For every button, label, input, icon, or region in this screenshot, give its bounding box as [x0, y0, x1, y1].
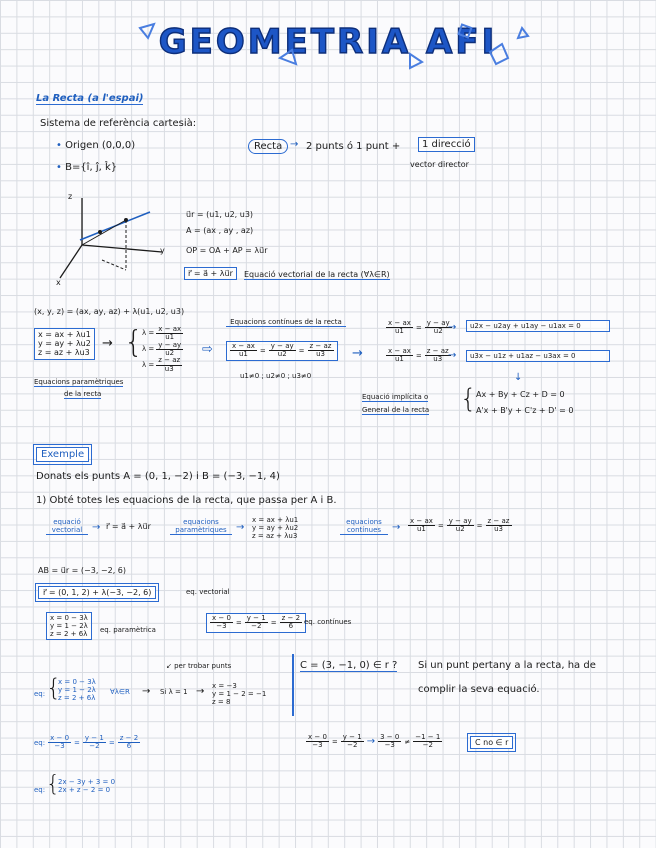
lambda-line: λ = $\frac{y - ay}{u2}$ [142, 340, 182, 358]
continuous-label: Equacions contínues de la recta [226, 318, 346, 327]
row-param-line: y = ay + λu2 [252, 524, 299, 533]
si-lambda: Si λ = 1 [160, 688, 188, 696]
c-text-1: Si un punt pertany a la recta, ha de [418, 660, 596, 671]
lambda-line: λ = $\frac{z - az}{u3}$ [142, 356, 181, 373]
implicit-eq-1: u2x − u2ay + u1ay − u1ax = 0 [466, 320, 610, 332]
param-eq-y: y = ay + λu2 [38, 339, 91, 349]
row-cont-label: equacions contínues [340, 518, 388, 535]
brace-icon: { [124, 325, 144, 360]
eq-implicit-list [58, 778, 115, 794]
c-check: $\frac{x - 0}{-3}$ = $\frac{y - 1}{-2}$ → $\frac{3 - 0}{-3}$ ≠ $\frac{-1 - 1}{-2}$ [308, 733, 441, 750]
general-eq-1: Ax + By + Cz + D = 0 [476, 390, 565, 399]
row-param-eqs [252, 516, 298, 540]
recta-definition: 2 punts ó 1 punt + [306, 141, 401, 152]
eq-param-line: z = 2 + 6λ [58, 694, 96, 703]
divider [292, 654, 294, 716]
u-vector: u⃗r = (u1, u2, u3) [186, 210, 254, 219]
param-result-line: y = 1 − 2λ [50, 622, 88, 631]
eq-param-line: y = 1 − 2λ [58, 686, 96, 695]
implies-icon: ⇨ [202, 342, 213, 357]
param-label-2: de la recta [64, 390, 102, 398]
find-point-text: ↙ per trobar punts [166, 662, 232, 670]
arrow-icon: → [366, 736, 376, 748]
origin-text: • Origen (0,0,0) [56, 140, 136, 151]
example-label: Exemple [36, 447, 89, 462]
si-result-line: z = 8 [212, 698, 231, 707]
implicit-pair-1: $\frac{x - ax}{u1}$ = $\frac{y - ay}{u2}$ [388, 319, 450, 336]
arrow-icon: → [392, 522, 401, 533]
down-arrow-icon: ↓ [514, 372, 523, 383]
eq-param-line: x = 0 − 3λ [58, 678, 96, 686]
eq-prefix: eq: [34, 786, 46, 794]
page-title: GEOMETRIA AFI [158, 22, 498, 62]
eq-prefix: eq: [34, 690, 46, 698]
deco-triangle [410, 54, 422, 68]
brace-icon: { [460, 384, 477, 414]
brace-icon: { [46, 772, 60, 797]
row-param-line: x = ax + λu1 [252, 516, 299, 524]
lambda-line: λ = $\frac{x - ax}{u1}$ [142, 325, 182, 342]
vector-result: r⃗ = (0, 1, 2) + λ(−3, −2, 6) [38, 586, 156, 599]
row-cont-eqs: $\frac{x - ax}{u1}$ = $\frac{y - ay}{u2}$ = $\frac{z - az}{u3}$ [410, 517, 510, 534]
param-result-box [46, 612, 92, 640]
vector-eq-label: Equació vectorial de la recta (∀λ∈R) [244, 270, 390, 279]
title-decoration [130, 14, 530, 70]
eq-implicit-line: 2x + z − 2 = 0 [58, 786, 111, 795]
brace-icon: { [46, 674, 62, 702]
base-text: • B={î, ĵ, k̂} [56, 162, 118, 173]
general-eq-2: A'x + B'y + C'z + D' = 0 [476, 406, 574, 415]
arrow-icon: → [142, 686, 151, 697]
x-axis [60, 245, 82, 278]
c-point-question: C = (3, −1, 0) ∈ r ? [300, 660, 398, 671]
a-point: A = (ax , ay , az) [186, 226, 254, 235]
row-vector-eq: r⃗ = a⃗ + λu⃗r [106, 522, 151, 531]
c-result: C no ∈ r [470, 736, 513, 749]
cont-result-label: eq. contínues [304, 618, 352, 626]
recta-label: Recta [248, 139, 288, 154]
cont-result-box: $\frac{x - 0}{-3}$ = $\frac{y - 1}{-2}$ = $\frac{z - 2}{6}$ [206, 613, 306, 633]
vector-result-label: eq. vectorial [186, 588, 230, 596]
forall-text: ∀λ∈R [110, 688, 130, 696]
projection-line [102, 260, 126, 270]
section-heading: La Recta (a l'espai) [36, 93, 144, 104]
param-result-line: z = 2 + 6λ [50, 630, 88, 639]
implicit-label-2: General de la recta [362, 406, 430, 414]
arrow-icon: → [92, 522, 101, 533]
si-results [212, 682, 266, 706]
si-result-line: y = 1 − 2 = −1 [212, 690, 267, 699]
curved-arrow-icon: ↙ [166, 662, 175, 670]
param-eqs-box [34, 328, 95, 360]
param-eq-x: x = ax + λu1 [38, 330, 91, 339]
lambda-list [142, 326, 183, 373]
c-text-2: complir la seva equació. [418, 684, 540, 695]
axis-z-label: z [68, 192, 73, 201]
row-vector-label: equació vectorial [46, 518, 88, 535]
param-label: Equacions paramètriques [34, 378, 124, 386]
deco-square [459, 25, 472, 38]
arrow-icon: → [448, 322, 457, 333]
axis-x-label: x [56, 278, 61, 287]
direction-box: 1 direcció [418, 137, 475, 152]
arrow-icon: → [236, 522, 245, 533]
y-axis [82, 245, 162, 252]
implicit-pair-2: $\frac{x - ax}{u1}$ = $\frac{z - az}{u3}$ [388, 347, 449, 364]
eq-implicit-line: 2x − 3y + 3 = 0 [58, 778, 116, 786]
row-param-line: z = az + λu3 [252, 532, 298, 541]
row-param-label: equacions paramètriques [170, 518, 232, 535]
task-text: 1) Obté totes les equacions de la recta, que passa per A i B. [36, 495, 337, 506]
vector-eq-box: r⃗ = a⃗ + λu⃗r [184, 267, 237, 280]
vector-op [82, 220, 126, 245]
vector-director-label: vector director [410, 160, 469, 169]
implicit-eq-2: u3x − u1z + u1az − u3ax = 0 [466, 350, 610, 362]
continuous-box: $\frac{x - ax}{u1}$ = $\frac{y - ay}{u2}$ = $\frac{z - az}{u3}$ [226, 341, 338, 361]
param-result-line: x = 0 − 3λ [50, 614, 88, 622]
deco-shape [490, 44, 508, 64]
point-a [98, 230, 102, 234]
system-text: Sistema de referència cartesià: [40, 118, 197, 129]
eq-param-list [58, 678, 96, 702]
param-result-label: eq. paramètrica [100, 626, 156, 634]
arrow-icon: → [448, 350, 457, 361]
arrow-icon: → [352, 346, 363, 361]
op-relation: OP = OA + AP = λu⃗r [186, 246, 268, 255]
axis-y-label: y [160, 246, 165, 255]
arrow-icon: → [102, 336, 113, 351]
param-eq-z: z = az + λu3 [38, 348, 90, 358]
continuous-conditions: u1≠0 ; u2≠0 ; u3≠0 [240, 372, 312, 380]
deco-triangle [518, 28, 528, 38]
given-points: Donats els punts A = (0, 1, −2) i B = (−3, −1, 4) [36, 471, 280, 482]
ab-vector: AB = u⃗r = (−3, −2, 6) [38, 566, 126, 575]
eq-continuous: eq: $\frac{x - 0}{-3}$ = $\frac{y - 1}{-2}$ = $\frac{z - 2}{6}$ [34, 734, 139, 751]
axes-diagram [50, 190, 170, 285]
point-p [124, 218, 128, 222]
deco-triangle [280, 50, 296, 64]
deco-triangle [140, 24, 154, 38]
expanded-eq: (x, y, z) = (ax, ay, az) + λ(u1, u2, u3) [34, 307, 185, 316]
si-result-line: x = −3 [212, 682, 237, 690]
arrow-icon: → [196, 686, 205, 697]
arrow-icon: → [290, 139, 299, 150]
implicit-label-1: Equació implícita o [362, 393, 429, 401]
